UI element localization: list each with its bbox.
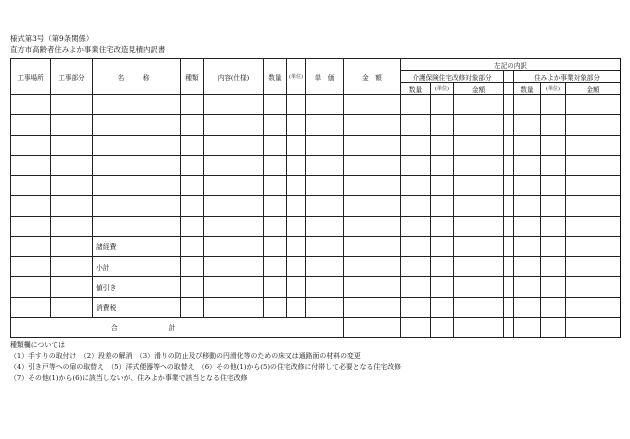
table-cell bbox=[566, 257, 621, 277]
table-cell bbox=[504, 317, 514, 337]
table-cell bbox=[401, 317, 431, 337]
table-cell bbox=[287, 236, 306, 256]
table-cell bbox=[306, 196, 344, 216]
table-cell bbox=[51, 236, 93, 256]
table-cell bbox=[514, 176, 541, 196]
breakdown-header: 左記の内訳 bbox=[401, 59, 621, 71]
table-cell bbox=[204, 95, 264, 115]
table-cell bbox=[514, 317, 541, 337]
table-cell bbox=[514, 216, 541, 236]
row-label bbox=[93, 115, 181, 135]
table-cell bbox=[454, 115, 504, 135]
table-cell bbox=[181, 257, 204, 277]
table-cell bbox=[504, 176, 514, 196]
table-cell bbox=[11, 236, 51, 256]
table-cell bbox=[264, 135, 287, 155]
col-header-content: 内容(仕様) bbox=[204, 59, 264, 95]
table-cell bbox=[504, 277, 514, 297]
table-cell bbox=[287, 115, 306, 135]
table-cell bbox=[204, 236, 264, 256]
table-cell bbox=[514, 135, 541, 155]
sumiyoka-amount-header: 金額 bbox=[566, 83, 621, 95]
col-header-unit-price: 単 価 bbox=[306, 59, 344, 95]
table-row bbox=[11, 216, 621, 236]
estimate-body bbox=[11, 95, 621, 338]
table-cell bbox=[51, 176, 93, 196]
table-cell bbox=[306, 155, 344, 175]
table-row bbox=[11, 95, 621, 115]
table-cell bbox=[306, 115, 344, 135]
table-cell bbox=[454, 297, 504, 317]
table-cell bbox=[264, 236, 287, 256]
table-cell bbox=[454, 155, 504, 175]
table-cell bbox=[51, 115, 93, 135]
row-label bbox=[93, 216, 181, 236]
table-cell bbox=[431, 216, 454, 236]
table-cell bbox=[401, 297, 431, 317]
table-cell bbox=[11, 257, 51, 277]
table-cell bbox=[504, 135, 514, 155]
table-cell bbox=[514, 95, 541, 115]
care-insurance-header: 介護保険住宅改修対象部分 bbox=[401, 71, 504, 83]
table-cell bbox=[541, 317, 566, 337]
row-label bbox=[93, 95, 181, 115]
table-cell bbox=[401, 176, 431, 196]
table-cell bbox=[181, 277, 204, 297]
document-title: 直方市高齢者住みよか事業住宅改造見積内訳書 bbox=[10, 45, 166, 54]
table-cell bbox=[344, 236, 401, 256]
table-cell bbox=[431, 115, 454, 135]
table-cell bbox=[11, 135, 51, 155]
col-header-qty: 数量 bbox=[264, 59, 287, 95]
table-cell bbox=[504, 216, 514, 236]
table-cell bbox=[204, 297, 264, 317]
table-cell bbox=[181, 216, 204, 236]
table-cell bbox=[566, 115, 621, 135]
table-cell bbox=[401, 155, 431, 175]
table-cell bbox=[264, 216, 287, 236]
care-qty-header: 数量 bbox=[401, 83, 431, 95]
table-cell bbox=[514, 155, 541, 175]
table-cell bbox=[541, 135, 566, 155]
table-cell bbox=[306, 216, 344, 236]
table-cell bbox=[306, 297, 344, 317]
table-cell bbox=[541, 115, 566, 135]
table-cell bbox=[504, 236, 514, 256]
table-cell bbox=[504, 196, 514, 216]
table-cell bbox=[431, 155, 454, 175]
table-row bbox=[11, 196, 621, 216]
table-cell bbox=[514, 257, 541, 277]
table-cell bbox=[264, 277, 287, 297]
table-cell bbox=[541, 196, 566, 216]
sumiyoka-unit-header: (単位) bbox=[541, 83, 566, 95]
table-cell bbox=[264, 115, 287, 135]
table-cell bbox=[287, 95, 306, 115]
table-cell bbox=[514, 115, 541, 135]
table-cell bbox=[541, 176, 566, 196]
care-amount-header: 金額 bbox=[454, 83, 504, 95]
table-cell bbox=[566, 176, 621, 196]
table-cell bbox=[566, 155, 621, 175]
table-cell bbox=[306, 176, 344, 196]
table-row bbox=[11, 155, 621, 175]
table-cell bbox=[11, 297, 51, 317]
table-cell bbox=[181, 236, 204, 256]
table-cell bbox=[431, 196, 454, 216]
table-cell bbox=[514, 297, 541, 317]
table-cell bbox=[264, 155, 287, 175]
table-cell bbox=[504, 297, 514, 317]
table-cell bbox=[344, 257, 401, 277]
row-label: 消費税 bbox=[93, 297, 181, 317]
table-cell bbox=[514, 196, 541, 216]
table-cell bbox=[181, 135, 204, 155]
table-cell bbox=[566, 196, 621, 216]
notes-line-1: （1）手すりの取付け （2）段差の解消 （3）滑りの防止及び移動の円滑化等のための床又は通路面の材料の変更 bbox=[10, 352, 361, 360]
table-cell bbox=[51, 277, 93, 297]
table-cell bbox=[566, 236, 621, 256]
table-cell bbox=[454, 216, 504, 236]
table-cell bbox=[566, 95, 621, 115]
table-cell bbox=[181, 196, 204, 216]
table-cell bbox=[401, 236, 431, 256]
table-cell bbox=[401, 135, 431, 155]
table-cell bbox=[204, 135, 264, 155]
table-cell bbox=[264, 196, 287, 216]
table-row bbox=[11, 115, 621, 135]
table-cell bbox=[454, 257, 504, 277]
total-row bbox=[11, 317, 621, 337]
table-cell bbox=[306, 277, 344, 297]
table-cell bbox=[344, 115, 401, 135]
table-cell bbox=[566, 135, 621, 155]
table-row bbox=[11, 135, 621, 155]
table-cell bbox=[541, 155, 566, 175]
table-cell bbox=[11, 155, 51, 175]
col-header-section: 工事部分 bbox=[51, 59, 93, 95]
table-cell bbox=[541, 95, 566, 115]
table-cell bbox=[401, 216, 431, 236]
sumiyoka-header: 住みよか事業対象部分 bbox=[514, 71, 621, 83]
table-cell bbox=[541, 297, 566, 317]
table-cell bbox=[11, 115, 51, 135]
table-cell bbox=[431, 95, 454, 115]
table-cell bbox=[11, 216, 51, 236]
kind-notes bbox=[10, 340, 401, 384]
table-cell bbox=[344, 297, 401, 317]
table-cell bbox=[11, 277, 51, 297]
notes-line-3: （7）その他(1)から(6)に該当しないが、住みよか事業で該当となる住宅改修 bbox=[10, 374, 248, 382]
table-cell bbox=[344, 176, 401, 196]
table-cell bbox=[344, 155, 401, 175]
table-cell bbox=[566, 277, 621, 297]
table-cell bbox=[287, 176, 306, 196]
table-cell bbox=[51, 135, 93, 155]
notes-heading: 種類欄については bbox=[10, 341, 65, 349]
col-header-kind: 種類 bbox=[181, 59, 204, 95]
table-row bbox=[11, 297, 621, 317]
row-label bbox=[93, 135, 181, 155]
table-cell bbox=[51, 257, 93, 277]
table-cell bbox=[264, 95, 287, 115]
table-cell bbox=[514, 236, 541, 256]
table-cell bbox=[401, 257, 431, 277]
table-cell bbox=[181, 115, 204, 135]
table-cell bbox=[287, 155, 306, 175]
table-row bbox=[11, 176, 621, 196]
table-cell bbox=[454, 277, 504, 297]
table-cell bbox=[204, 176, 264, 196]
table-cell bbox=[306, 236, 344, 256]
form-number: 様式第3号（第9条関係） bbox=[10, 34, 94, 43]
table-cell bbox=[504, 155, 514, 175]
table-cell bbox=[566, 216, 621, 236]
table-cell bbox=[181, 297, 204, 317]
table-cell bbox=[11, 95, 51, 115]
table-cell bbox=[204, 196, 264, 216]
table-cell bbox=[306, 257, 344, 277]
table-cell bbox=[51, 155, 93, 175]
table-cell bbox=[264, 297, 287, 317]
table-row bbox=[11, 257, 621, 277]
table-cell bbox=[51, 297, 93, 317]
table-cell bbox=[541, 257, 566, 277]
table-cell bbox=[541, 277, 566, 297]
table-cell bbox=[306, 135, 344, 155]
notes-line-2: （4）引き戸等への扉の取替え （5）洋式便器等への取替え （6）その他(1)から(5)の住宅改修に付帯して必要となる住宅改修 bbox=[10, 363, 401, 371]
row-label bbox=[93, 176, 181, 196]
table-cell bbox=[454, 95, 504, 115]
table-cell bbox=[431, 236, 454, 256]
table-cell bbox=[431, 277, 454, 297]
table-cell bbox=[11, 176, 51, 196]
table-cell bbox=[287, 257, 306, 277]
care-unit-header: (単位) bbox=[431, 83, 454, 95]
table-cell bbox=[401, 115, 431, 135]
table-cell bbox=[204, 155, 264, 175]
table-cell bbox=[454, 176, 504, 196]
table-cell bbox=[344, 216, 401, 236]
table-cell bbox=[514, 277, 541, 297]
table-cell bbox=[344, 317, 401, 337]
table-cell bbox=[181, 95, 204, 115]
table-cell bbox=[51, 196, 93, 216]
total-label: 合 計 bbox=[11, 317, 344, 337]
table-cell bbox=[401, 196, 431, 216]
table-row bbox=[11, 236, 621, 256]
table-cell bbox=[431, 257, 454, 277]
estimate-table bbox=[10, 58, 621, 338]
table-cell bbox=[264, 176, 287, 196]
sumiyoka-qty-header: 数量 bbox=[514, 83, 541, 95]
table-cell bbox=[51, 216, 93, 236]
table-cell bbox=[287, 196, 306, 216]
table-cell bbox=[264, 257, 287, 277]
table-cell bbox=[504, 257, 514, 277]
table-cell bbox=[287, 297, 306, 317]
table-cell bbox=[344, 95, 401, 115]
table-cell bbox=[454, 135, 504, 155]
col-header-unit: (単位) bbox=[287, 59, 306, 95]
table-cell bbox=[344, 135, 401, 155]
table-cell bbox=[566, 317, 621, 337]
table-cell bbox=[454, 236, 504, 256]
col-header-amount: 金 額 bbox=[344, 59, 401, 95]
table-cell bbox=[454, 317, 504, 337]
table-cell bbox=[541, 216, 566, 236]
table-cell bbox=[401, 95, 431, 115]
table-cell bbox=[504, 115, 514, 135]
table-cell bbox=[306, 95, 344, 115]
table-cell bbox=[204, 277, 264, 297]
table-cell bbox=[431, 135, 454, 155]
table-cell bbox=[181, 176, 204, 196]
table-cell bbox=[541, 236, 566, 256]
row-label: 値引き bbox=[93, 277, 181, 297]
table-cell bbox=[204, 115, 264, 135]
table-cell bbox=[287, 216, 306, 236]
row-label bbox=[93, 196, 181, 216]
table-row bbox=[11, 277, 621, 297]
row-label: 小計 bbox=[93, 257, 181, 277]
table-cell bbox=[11, 196, 51, 216]
table-cell bbox=[204, 257, 264, 277]
table-cell bbox=[344, 277, 401, 297]
table-cell bbox=[431, 297, 454, 317]
col-header-name: 名 称 bbox=[93, 59, 181, 95]
table-cell bbox=[431, 176, 454, 196]
table-cell bbox=[566, 297, 621, 317]
table-cell bbox=[454, 196, 504, 216]
table-cell bbox=[51, 95, 93, 115]
table-cell bbox=[401, 277, 431, 297]
table-cell bbox=[287, 135, 306, 155]
table-cell bbox=[431, 317, 454, 337]
row-label bbox=[93, 155, 181, 175]
table-cell bbox=[344, 196, 401, 216]
table-cell bbox=[287, 277, 306, 297]
table-cell bbox=[204, 216, 264, 236]
col-header-location: 工事場所 bbox=[11, 59, 51, 95]
table-cell bbox=[181, 155, 204, 175]
row-label: 諸経費 bbox=[93, 236, 181, 256]
table-cell bbox=[504, 95, 514, 115]
